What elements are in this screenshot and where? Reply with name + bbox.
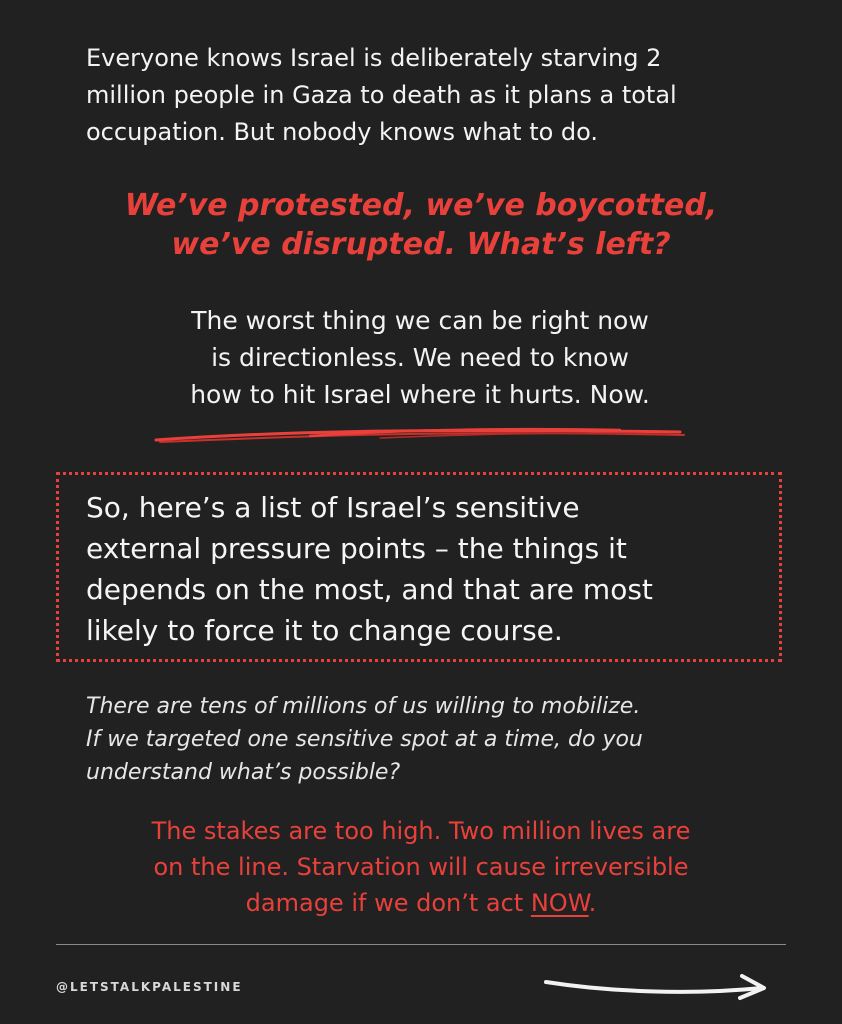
stakes-tail: . [588,889,597,917]
intro-paragraph: Everyone knows Israel is deliberately starving 2 million people in Gaza to death as it plans a total occupation. But nobody knows what to do. [86,44,677,146]
right-arrow-icon[interactable] [540,968,770,1004]
brush-underline [150,420,690,450]
stakes-emphasis: NOW [530,889,589,917]
footer-divider [56,944,786,945]
pressure-points-paragraph: So, here’s a list of Israel’s sensitive external pressure points – the things it depends on the most, and that are most likely to force it to change course. [86,491,653,647]
stakes-lead: The stakes are too high. Two million lives are on the line. Starvation will cause irreversible damage if we don’t act [151,817,691,917]
question-heading: We’ve protested, we’ve boycotted, we’ve disrupted. What’s left? [124,188,718,262]
direction-paragraph: The worst thing we can be right now is directionless. We need to know how to hit Israel where it hurts. Now. [190,306,650,409]
stakes-paragraph [70,813,772,921]
mobilize-paragraph: There are tens of millions of us willing to mobilize. If we targeted one sensitive spot at a time, do you understand what’s possible? [86,694,643,785]
account-handle[interactable]: @LETSTALKPALESTINE [56,980,243,994]
